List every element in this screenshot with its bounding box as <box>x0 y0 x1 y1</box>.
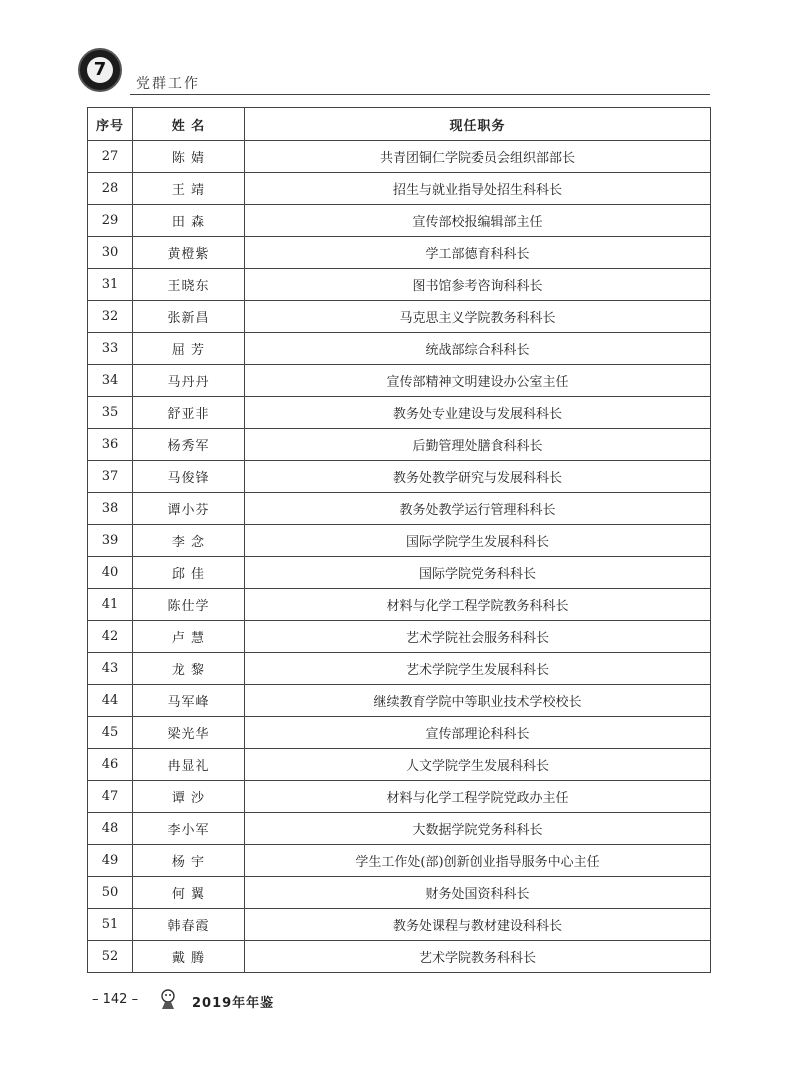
cell-no: 36 <box>88 429 133 461</box>
cell-no: 33 <box>88 333 133 365</box>
cell-name: 杨秀军 <box>133 429 245 461</box>
table-row <box>88 429 711 461</box>
header-name: 姓 名 <box>133 108 245 141</box>
table-row <box>88 365 711 397</box>
cell-name: 马丹丹 <box>133 365 245 397</box>
cell-position: 教务处教学运行管理科科长 <box>245 493 711 525</box>
cell-name: 邱 佳 <box>133 557 245 589</box>
header-divider <box>130 94 710 95</box>
cell-name: 韩春霞 <box>133 909 245 941</box>
cell-position: 宣传部精神文明建设办公室主任 <box>245 365 711 397</box>
table-row <box>88 749 711 781</box>
cell-position: 艺术学院教务科科长 <box>245 941 711 973</box>
cell-no: 46 <box>88 749 133 781</box>
cell-no: 35 <box>88 397 133 429</box>
table-row <box>88 141 711 173</box>
university-logo <box>78 48 122 92</box>
cell-position: 学工部德育科科长 <box>245 237 711 269</box>
table-row <box>88 941 711 973</box>
cell-name: 冉显礼 <box>133 749 245 781</box>
table-row <box>88 909 711 941</box>
cell-position: 教务处专业建设与发展科科长 <box>245 397 711 429</box>
cell-no: 31 <box>88 269 133 301</box>
cell-position: 继续教育学院中等职业技术学校校长 <box>245 685 711 717</box>
cell-position: 大数据学院党务科科长 <box>245 813 711 845</box>
cell-no: 41 <box>88 589 133 621</box>
cell-no: 34 <box>88 365 133 397</box>
logo-emblem: 7 <box>87 57 113 83</box>
table-row <box>88 813 711 845</box>
cell-position: 人文学院学生发展科科长 <box>245 749 711 781</box>
page-number: – 142 – <box>92 992 139 1007</box>
cell-name: 舒亚非 <box>133 397 245 429</box>
cell-no: 52 <box>88 941 133 973</box>
cell-position: 学生工作处(部)创新创业指导服务中心主任 <box>245 845 711 877</box>
table-row <box>88 557 711 589</box>
cell-position: 共青团铜仁学院委员会组织部部长 <box>245 141 711 173</box>
table-row <box>88 525 711 557</box>
cell-no: 28 <box>88 173 133 205</box>
table-row <box>88 333 711 365</box>
cell-position: 招生与就业指导处招生科科长 <box>245 173 711 205</box>
cell-no: 39 <box>88 525 133 557</box>
table-row <box>88 237 711 269</box>
cell-name: 王晓东 <box>133 269 245 301</box>
table-row <box>88 653 711 685</box>
cell-no: 40 <box>88 557 133 589</box>
cell-position: 财务处国资科科长 <box>245 877 711 909</box>
table-row <box>88 205 711 237</box>
cell-position: 宣传部校报编辑部主任 <box>245 205 711 237</box>
cell-position: 宣传部理论科科长 <box>245 717 711 749</box>
cell-position: 国际学院党务科科长 <box>245 557 711 589</box>
cell-no: 48 <box>88 813 133 845</box>
cell-name: 谭小芬 <box>133 493 245 525</box>
cell-no: 43 <box>88 653 133 685</box>
cell-no: 27 <box>88 141 133 173</box>
table-body <box>88 141 711 973</box>
cell-name: 戴 腾 <box>133 941 245 973</box>
table-row <box>88 493 711 525</box>
cell-position: 图书馆参考咨询科科长 <box>245 269 711 301</box>
table-row <box>88 269 711 301</box>
cell-position: 教务处教学研究与发展科科长 <box>245 461 711 493</box>
cell-name: 谭 沙 <box>133 781 245 813</box>
cell-no: 29 <box>88 205 133 237</box>
cell-no: 51 <box>88 909 133 941</box>
page-header <box>78 48 710 96</box>
table-row <box>88 685 711 717</box>
section-title: 党群工作 <box>136 76 200 92</box>
cell-position: 艺术学院学生发展科科长 <box>245 653 711 685</box>
cell-position: 艺术学院社会服务科科长 <box>245 621 711 653</box>
cell-no: 30 <box>88 237 133 269</box>
cell-name: 张新昌 <box>133 301 245 333</box>
cell-no: 42 <box>88 621 133 653</box>
table-row <box>88 461 711 493</box>
cell-position: 马克思主义学院教务科科长 <box>245 301 711 333</box>
page-footer <box>92 990 392 1014</box>
table-row <box>88 717 711 749</box>
table-row <box>88 781 711 813</box>
cell-name: 杨 宇 <box>133 845 245 877</box>
yearbook-title: 2019年年鉴 <box>192 996 275 1011</box>
cell-no: 50 <box>88 877 133 909</box>
cell-name: 马军峰 <box>133 685 245 717</box>
cell-name: 陈仕学 <box>133 589 245 621</box>
cell-position: 教务处课程与教材建设科科长 <box>245 909 711 941</box>
cell-no: 49 <box>88 845 133 877</box>
cell-name: 王 靖 <box>133 173 245 205</box>
table-row <box>88 397 711 429</box>
cell-no: 32 <box>88 301 133 333</box>
cell-name: 屈 芳 <box>133 333 245 365</box>
header-position: 现任职务 <box>245 108 711 141</box>
table-row <box>88 877 711 909</box>
cell-position: 后勤管理处膳食科科长 <box>245 429 711 461</box>
cell-name: 李 念 <box>133 525 245 557</box>
cell-position: 材料与化学工程学院党政办主任 <box>245 781 711 813</box>
cell-no: 38 <box>88 493 133 525</box>
cell-position: 国际学院学生发展科科长 <box>245 525 711 557</box>
staff-table <box>87 107 711 973</box>
table-row <box>88 173 711 205</box>
cell-no: 44 <box>88 685 133 717</box>
table-header-row <box>88 108 711 141</box>
header-no: 序号 <box>88 108 133 141</box>
cell-name: 龙 黎 <box>133 653 245 685</box>
cell-name: 梁光华 <box>133 717 245 749</box>
table-row <box>88 589 711 621</box>
cell-name: 何 翼 <box>133 877 245 909</box>
table-row <box>88 845 711 877</box>
cell-no: 45 <box>88 717 133 749</box>
cell-name: 田 森 <box>133 205 245 237</box>
table-row <box>88 301 711 333</box>
cell-position: 材料与化学工程学院教务科科长 <box>245 589 711 621</box>
cell-no: 37 <box>88 461 133 493</box>
cell-name: 陈 婧 <box>133 141 245 173</box>
cell-name: 李小军 <box>133 813 245 845</box>
mascot-icon <box>156 988 180 1010</box>
cell-name: 卢 慧 <box>133 621 245 653</box>
cell-position: 统战部综合科科长 <box>245 333 711 365</box>
cell-name: 马俊锋 <box>133 461 245 493</box>
table-row <box>88 621 711 653</box>
cell-name: 黄橙紫 <box>133 237 245 269</box>
cell-no: 47 <box>88 781 133 813</box>
